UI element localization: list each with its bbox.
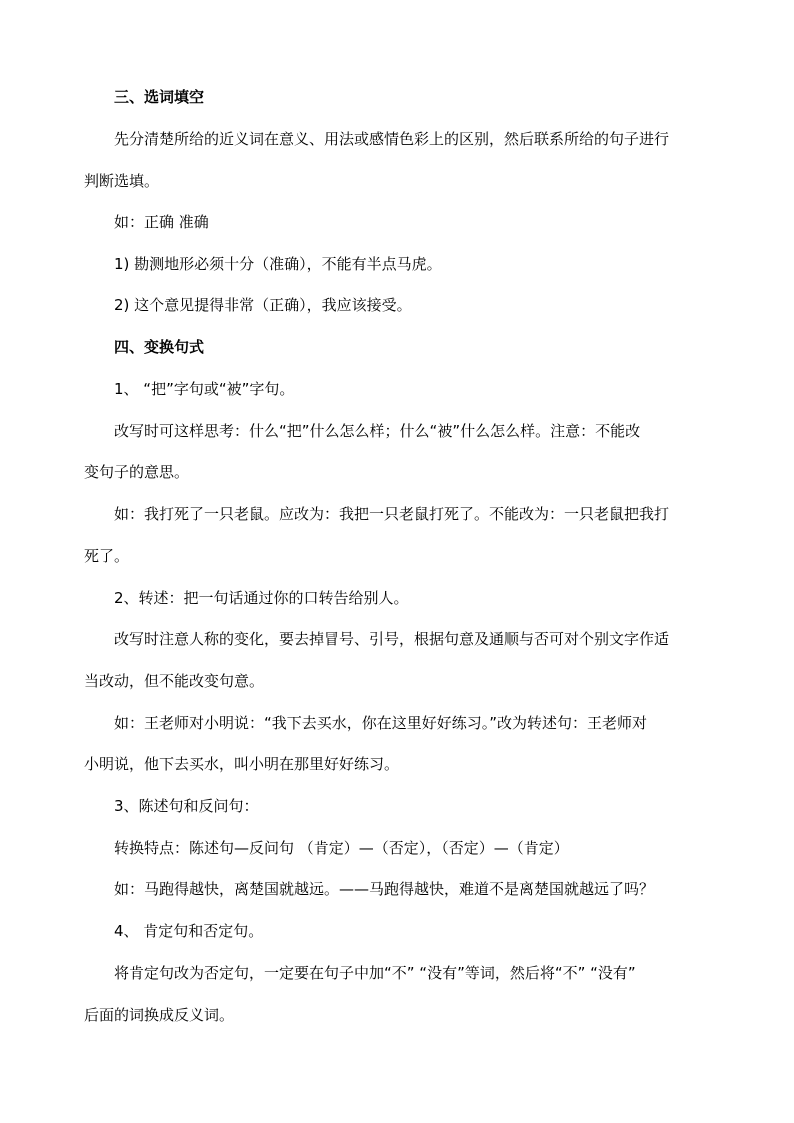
part-4-tip-line-2: 后面的词换成反义词。 xyxy=(84,1006,235,1024)
section-3-example: 如：正确 准确 xyxy=(114,213,209,231)
part-3-title: 3、陈述句和反问句： xyxy=(114,797,259,815)
part-3-example: 如：马跑得越快，离楚国就越远。——马跑得越快，难道不是离楚国就越远了吗？ xyxy=(114,880,655,898)
part-1-tip-line-1: 改写时可这样思考：什么“把”什么怎么样；什么“被”什么怎么样。注意：不能改 xyxy=(114,422,641,440)
section-3-item-1: 1) 勘测地形必须十分（准确），不能有半点马虎。 xyxy=(114,255,442,273)
part-1-title: 1、 “把”字句或“被”字句。 xyxy=(114,380,295,398)
section-3-intro-line-2: 判断选填。 xyxy=(84,172,160,190)
section-3-item-2: 2) 这个意见提得非常（正确），我应该接受。 xyxy=(114,296,412,314)
part-2-title: 2、转述：把一句话通过你的口转告给别人。 xyxy=(114,589,409,607)
part-1-example-line-2: 死了。 xyxy=(84,547,130,565)
part-1-tip-line-2: 变句子的意思。 xyxy=(84,463,190,481)
part-2-example-line-1: 如：王老师对小明说：“我下去买水，你在这里好好练习。”改为转述句：王老师对 xyxy=(114,714,648,732)
part-2-tip-line-1: 改写时注意人称的变化，要去掉冒号、引号，根据句意及通顺与否可对个别文字作适 xyxy=(114,630,670,648)
section-4-heading: 四、变换句式 xyxy=(114,338,205,356)
part-3-feature: 转换特点：陈述句—反问句 （肯定）—（否定），（否定）—（肯定） xyxy=(114,839,569,857)
section-3-heading: 三、选词填空 xyxy=(114,88,205,106)
part-2-tip-line-2: 当改动，但不能改变句意。 xyxy=(84,672,265,690)
section-3-intro-line-1: 先分清楚所给的近义词在意义、用法或感情色彩上的区别，然后联系所给的句子进行 xyxy=(114,130,670,148)
part-4-title: 4、 肯定句和否定句。 xyxy=(114,922,264,940)
part-2-example-line-2: 小明说，他下去买水，叫小明在那里好好练习。 xyxy=(84,755,400,773)
part-4-tip-line-1: 将肯定句改为否定句，一定要在句子中加“不” “没有”等词，然后将“不” “没有” xyxy=(114,964,636,982)
part-1-example-line-1: 如：我打死了一只老鼠。应改为：我把一只老鼠打死了。不能改为：一只老鼠把我打 xyxy=(114,505,670,523)
